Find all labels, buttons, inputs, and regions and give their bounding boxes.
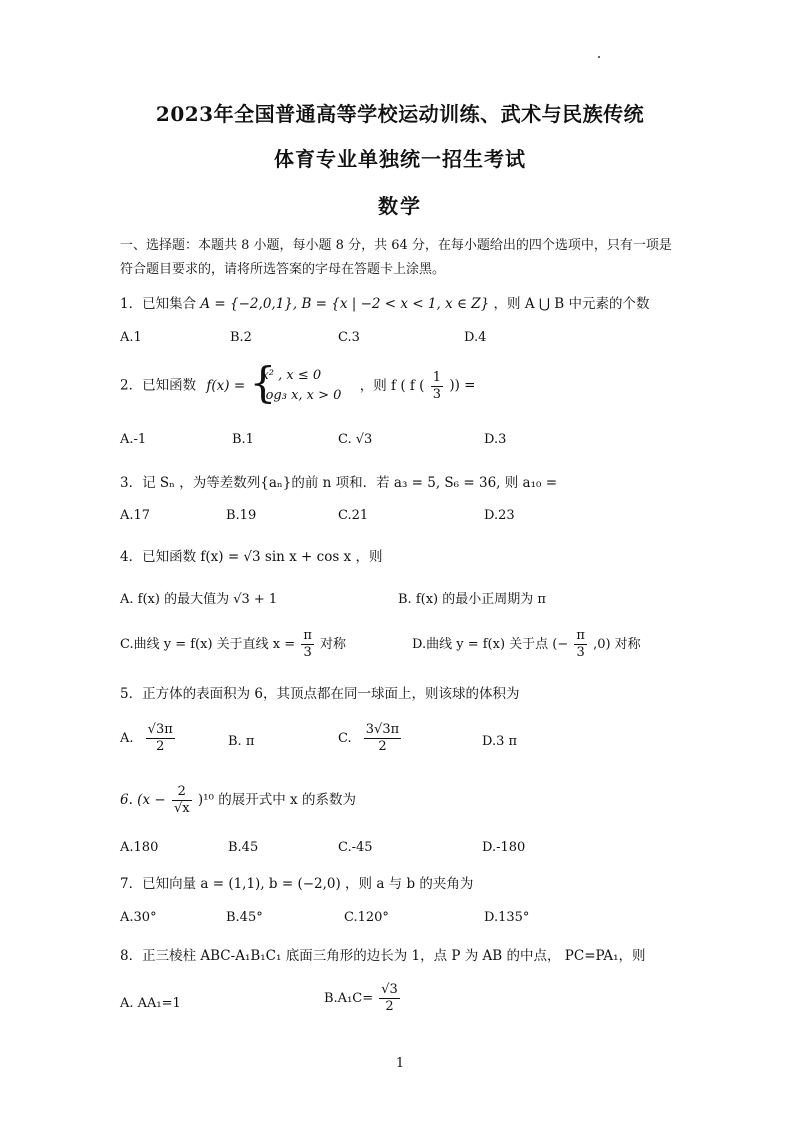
q4-d-prefix: D.曲线 y = f(x) 关于点 (− [412,637,569,652]
q4-c-num: π [303,628,312,643]
question-5: 5．正方体的表面积为 6，其顶点都在同一球面上，则该球的体积为 [120,686,520,702]
q8-option-b [324,982,402,1015]
q2-tail-suffix: )) = [449,377,476,394]
q5-a-num: √3π [147,722,173,737]
q4-d-den: 3 [576,645,585,660]
q4-option-d [412,628,641,661]
q1-prefix: 1．已知集合 [120,296,197,312]
q8-b-prefix: B.A₁C= [324,991,374,1006]
q6-option-c: C.-45 [338,840,373,855]
q2-brace: { [249,358,277,407]
q3-option-b: B.19 [226,508,257,523]
question-8: 8．正三棱柱 ABC-A₁B₁C₁ 底面三角形的边长为 1，点 P 为 AB 的中点， PC=PA₁，则 [120,948,646,964]
speck-mark [598,56,600,58]
q6-prefix: 6. (x − [120,792,166,808]
q8-option-a: A. AA₁=1 [120,996,181,1011]
q2-func: f(x) = [206,377,246,394]
q2-fraction [431,370,443,403]
question-7: 7．已知向量 a = (1,1), b = (−2,0) ，则 a 与 b 的夹角为 [120,876,474,892]
q4-d-num: π [576,628,585,643]
page-number: 1 [395,1056,405,1071]
q7-option-d: D.135° [484,910,530,925]
question-4: 4．已知函数 f(x) = √3 sin x + cos x ，则 [120,549,383,565]
q5-a-den: 2 [156,739,165,754]
q3-option-d: D.23 [484,508,515,523]
q4-c-suffix: 对称 [320,637,347,652]
q2-piecewise [249,358,342,407]
exam-title-line2: 体育专业单独统一招生考试 [274,147,526,171]
q4-c-fraction [301,628,314,661]
q5-c-num: 3√3π [365,722,400,737]
question-2 [120,358,476,407]
q1-option-c: C.3 [338,330,360,345]
exam-subject: 数学 [378,194,422,218]
q3-option-a: A.17 [120,508,151,523]
q4-c-prefix: C.曲线 y = f(x) 关于直线 x = [120,637,296,652]
q2-option-b: B.1 [232,432,254,447]
q6-suffix: )¹⁰ 的展开式中 x 的系数为 [197,792,356,808]
q2-case2: log₃ x, x > 0 [261,388,342,403]
q5-c-den: 2 [378,739,387,754]
q2-tail-prefix: ，则 f ( f ( [359,377,425,394]
q2-option-a: A.-1 [120,432,147,447]
q2-option-c: C. √3 [338,432,373,447]
q8-b-num: √3 [381,982,398,997]
q2-option-d: D.3 [484,432,507,447]
q2-frac-den: 3 [432,386,442,402]
q4-option-c [120,628,346,661]
q8-b-den: 2 [385,999,394,1014]
exam-title-line1: 2023年全国普通高等学校运动训练、武术与民族传统 [155,102,645,126]
q4-c-den: 3 [303,645,312,660]
q1-option-b: B.2 [230,330,252,345]
q8-b-fraction [379,982,400,1015]
q4-d-suffix: ,0) 对称 [593,637,641,652]
q4-option-b: B. f(x) 的最小正周期为 π [398,592,546,607]
q5-option-d: D.3 π [482,734,518,749]
q5-option-c [338,722,403,755]
q4-option-a: A. f(x) 的最大值为 √3 + 1 [120,592,278,607]
q5-c-label: C. [338,731,352,746]
q6-option-b: B.45 [228,840,259,855]
q5-c-fraction [364,722,401,755]
q3-option-c: C.21 [338,508,369,523]
q1-option-a: A.1 [120,330,142,345]
q2-prefix: 2．已知函数 [120,377,197,394]
q6-option-a: A.180 [120,840,159,855]
section-instructions: 一、选择题：本题共 8 小题，每小题 8 分，共 64 分，在每小题给出的四个选项中，只有一项是符合题目要求的，请将所选答案的字母在答题卡上涂黑。 [120,238,672,277]
q2-case1: x² , x ≤ 0 [261,368,322,383]
question-3: 3．记 Sₙ ，为等差数列{aₙ}的前 n 项和．若 a₃ = 5, S₆ = 36, 则 a₁₀ = [120,475,558,491]
q6-num: 2 [172,784,192,801]
q1-math: A = {−2,0,1}, B = {x | −2 < x < 1, x ∈ Z} [200,296,490,312]
q5-option-a [120,722,177,755]
q6-option-d: D.-180 [482,840,526,855]
q2-frac-num: 1 [432,369,442,385]
q7-option-a: A.30° [120,910,157,925]
q5-option-b: B. π [228,734,255,749]
q6-fraction [172,784,192,817]
q5-a-fraction [146,722,175,755]
q1-suffix: ，则 A ⋃ B 中元素的个数 [493,296,650,312]
question-6 [120,784,356,817]
q7-option-c: C.120° [344,910,389,925]
q7-option-b: B.45° [226,910,263,925]
q5-a-label: A. [120,731,134,746]
q6-den: √x [173,801,190,816]
question-1 [120,292,649,312]
q1-option-d: D.4 [464,330,487,345]
q4-d-fraction [574,628,587,661]
